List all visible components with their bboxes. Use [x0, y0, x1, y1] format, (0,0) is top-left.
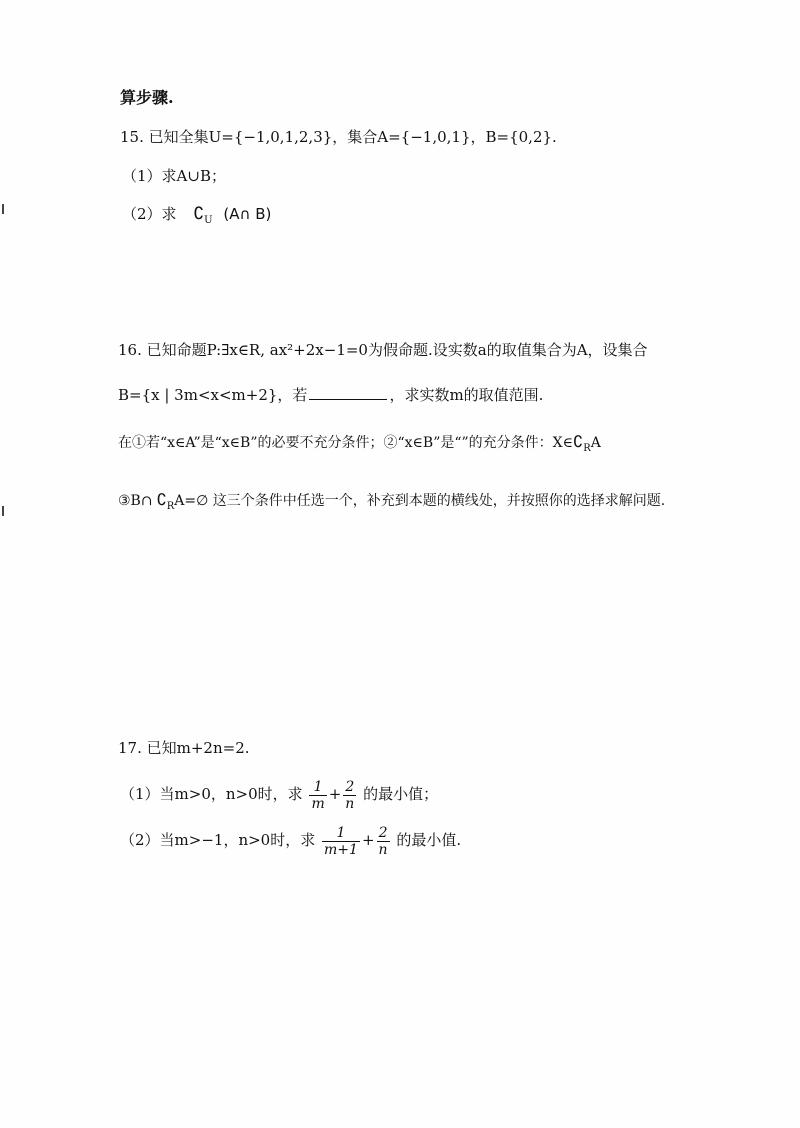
- q16-line1: 16. 已知命题P:∃x∈R, ax²+2x−1=0为假命题.设实数a的取值集合为A，设集合: [118, 341, 648, 359]
- complement-symbol: ∁: [573, 432, 584, 451]
- q16-line2: [118, 385, 543, 405]
- q17-part1: [120, 776, 438, 812]
- answer-blank: [309, 385, 387, 400]
- scan-edge-mark: [2, 506, 4, 516]
- plus-sign: +: [361, 831, 375, 849]
- fraction-2-over-n: $\frac{2}{n}$: [378, 824, 388, 858]
- q16-line3-prefix: 在①若“x∈A”是“x∈B”的必要不充分条件；②“x∈B”是“”的充分条件：X∈: [118, 435, 573, 451]
- q17-part2: [120, 822, 461, 858]
- scan-edge-mark: [2, 204, 4, 214]
- q16-line4-prefix: ③B∩: [118, 493, 153, 509]
- q17-part1-suffix: 的最小值；: [363, 785, 439, 803]
- q15-part1: （1）求A∪B；: [122, 167, 226, 185]
- section-header-fragment: 算步骤.: [120, 88, 174, 107]
- q16-line2-prefix: B={x | 3m<x<m+2}，若: [118, 386, 308, 404]
- q16-line2-suffix: ，求实数m的取值范围.: [389, 386, 544, 404]
- q16-line3: [118, 432, 601, 459]
- complement-symbol: ∁: [193, 204, 205, 224]
- q16-line4: [118, 490, 665, 517]
- q17-part2-prefix: （2）当m>−1，n>0时，求: [120, 831, 316, 849]
- complement-symbol: ∁: [156, 490, 167, 509]
- complement-subscript: U: [204, 215, 213, 226]
- complement-subscript: R: [166, 500, 175, 512]
- q15-part2-expression: (A∩ B): [223, 205, 272, 223]
- plus-sign: +: [328, 785, 342, 803]
- q16-line4-rest: A=∅ 这三个条件中任选一个，补充到本题的横线处，并按照你的选择求解问题.: [174, 493, 666, 509]
- q17-stem: 17. 已知m+2n=2.: [118, 739, 250, 757]
- fraction-2-over-n: $\frac{2}{n}$: [345, 778, 355, 812]
- fraction-1-over-m-plus-1: $\frac{1}{m+1}$: [324, 824, 358, 858]
- fraction-1-over-m: $\frac{1}{m}$: [311, 778, 325, 812]
- q17-part1-prefix: （1）当m>0，n>0时，求: [120, 785, 303, 803]
- q17-part2-suffix: 的最小值.: [396, 831, 462, 849]
- q16-line3-rest: A: [590, 435, 601, 451]
- q15-part2-prefix: （2）求: [122, 205, 177, 223]
- q15-part2: [122, 204, 271, 231]
- complement-subscript: R: [583, 442, 591, 454]
- q15-stem: 15. 已知全集U={−1,0,1,2,3}，集合A={−1,0,1}，B={0,2}.: [120, 128, 557, 146]
